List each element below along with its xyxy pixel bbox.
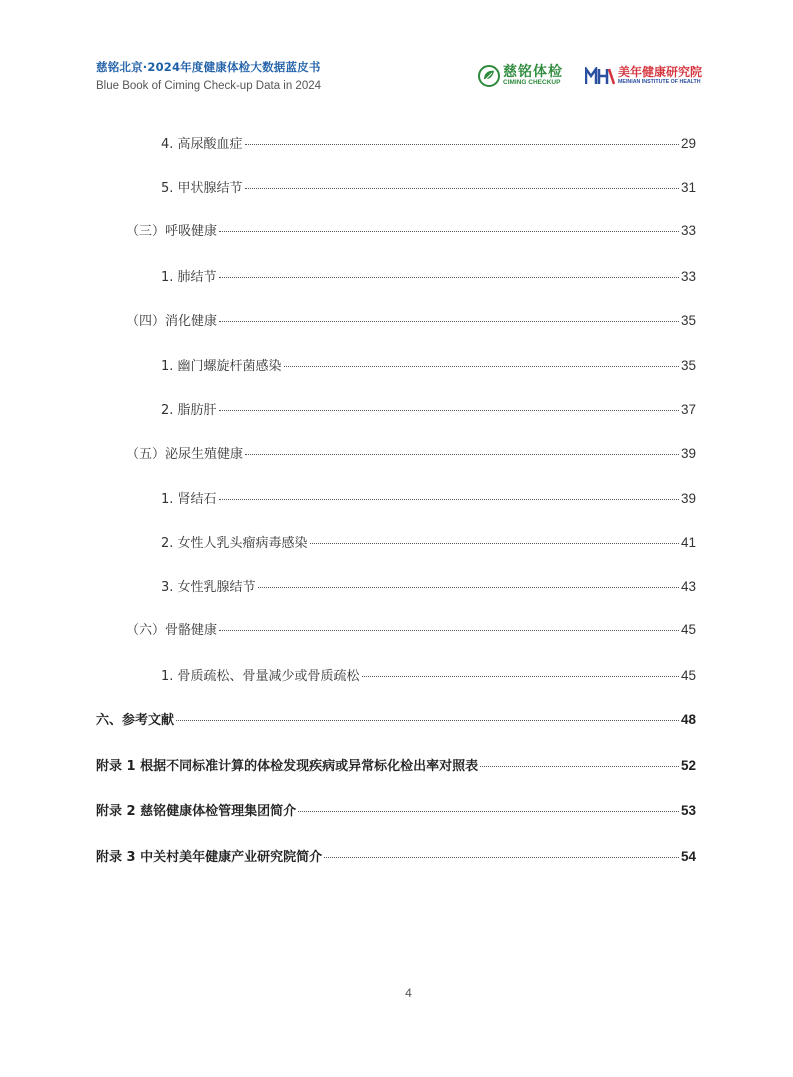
toc-entry[interactable] [0,756,793,776]
toc-leader-dots [176,720,679,721]
toc-entry[interactable] [0,400,793,420]
meinian-logo-en: MEINIAN INSTITUTE OF HEALTH [618,79,701,86]
toc-label: 附录 1 根据不同标准计算的体检发现疾病或异常标化检出率对照表 [96,759,479,774]
toc-label: 六、参考文献 [96,713,175,728]
toc-label: 1. 幽门螺旋杆菌感染 [161,359,282,374]
toc-page-number: 35 [680,358,696,373]
toc-page-number: 48 [680,712,696,727]
ciming-logo-cn: 慈铭体检 [503,64,563,81]
meinian-logo [585,64,702,88]
toc-entry[interactable] [0,221,793,241]
toc-leader-dots [258,587,679,588]
toc-leader-dots [219,231,679,232]
toc-leader-dots [245,188,679,189]
toc-label: 4. 高尿酸血症 [161,137,243,152]
toc-label: 5. 甲状腺结节 [161,181,243,196]
toc-entry[interactable] [0,356,793,376]
toc-page-number: 54 [680,849,696,864]
toc-page-number: 39 [680,446,696,461]
toc-leader-dots [219,321,679,322]
toc-page-number: 41 [680,535,696,550]
toc-entry[interactable] [0,620,793,640]
toc-leader-dots [310,543,679,544]
toc-leader-dots [480,766,679,767]
toc-entry[interactable] [0,666,793,686]
toc-entry[interactable] [0,847,793,867]
toc-entry[interactable] [0,489,793,509]
toc-leader-dots [219,410,679,411]
toc-entry[interactable] [0,178,793,198]
toc-page-number: 45 [680,668,696,683]
toc-leader-dots [284,366,679,367]
ciming-logo [478,63,563,89]
toc-leader-dots [219,630,679,631]
meinian-mark-icon [585,67,615,85]
toc-entry[interactable] [0,710,793,730]
toc-leader-dots [245,454,679,455]
toc-page-number: 39 [680,491,696,506]
toc-page-number: 53 [680,803,696,818]
toc-label: 1. 肺结节 [161,270,217,285]
page-number: 4 [405,986,412,1000]
meinian-logo-cn: 美年健康研究院 [618,65,703,80]
toc-label: 3. 女性乳腺结节 [161,580,256,595]
toc-label: 1. 骨质疏松、骨量减少或骨质疏松 [161,669,360,684]
toc-leader-dots [298,811,679,812]
toc-label: （六）骨骼健康 [126,623,218,638]
toc-label: （四）消化健康 [126,314,218,329]
toc-page-number: 31 [680,180,696,195]
toc-page-number: 33 [680,269,696,284]
toc-entry[interactable] [0,267,793,287]
header-title: 慈铭北京·2024年度健康体检大数据蓝皮书 [96,60,321,74]
toc-label: （五）泌尿生殖健康 [126,447,244,462]
ciming-logo-en: CIMING CHECKUP [503,79,561,87]
toc-entry[interactable] [0,577,793,597]
toc-label: 附录 3 中关村美年健康产业研究院简介 [96,850,323,865]
toc-entry[interactable] [0,801,793,821]
toc-entry[interactable] [0,533,793,553]
toc-label: 2. 女性人乳头瘤病毒感染 [161,536,308,551]
toc-entry[interactable] [0,311,793,331]
toc-page-number: 45 [680,622,696,637]
toc-entry[interactable] [0,444,793,464]
toc-label: 附录 2 慈铭健康体检管理集团简介 [96,804,297,819]
toc-leader-dots [324,857,679,858]
header-subtitle: Blue Book of Ciming Check-up Data in 2024 [96,80,322,92]
toc-leader-dots [245,144,679,145]
toc-label: 2. 脂肪肝 [161,403,217,418]
toc-label: （三）呼吸健康 [126,224,218,239]
toc-page-number: 35 [680,313,696,328]
toc-page-number: 33 [680,223,696,238]
toc-page-number: 43 [680,579,696,594]
toc-page-number: 29 [680,136,696,151]
toc-leader-dots [362,676,679,677]
ciming-leaf-icon [478,65,500,87]
toc-page-number: 37 [680,402,696,417]
toc-leader-dots [219,277,679,278]
toc-leader-dots [219,499,679,500]
toc-label: 1. 肾结石 [161,492,217,507]
toc-entry[interactable] [0,134,793,154]
toc-page-number: 52 [680,758,696,773]
